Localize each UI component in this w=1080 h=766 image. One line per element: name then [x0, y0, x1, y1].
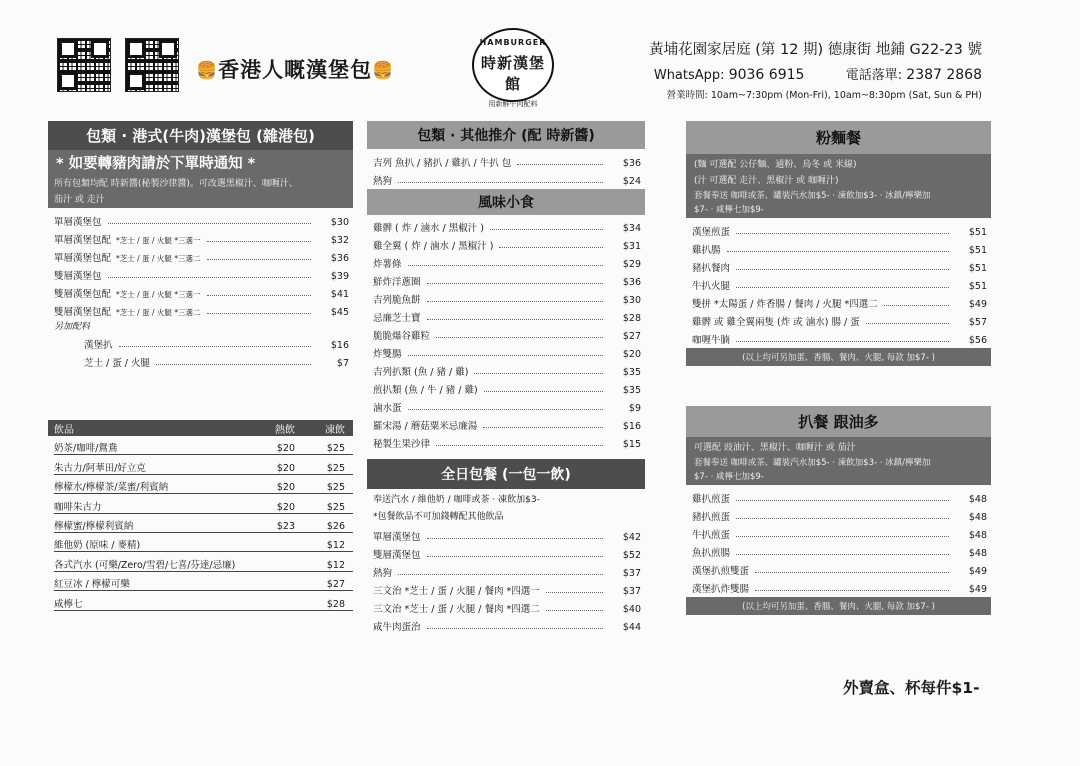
menu-item-name: 脆脆爆谷雞粒 — [373, 331, 431, 342]
drink-name: 檸檬蜜/檸檬利賓納 — [54, 520, 134, 532]
menu-item-name: 咸牛肉蛋治 — [373, 622, 421, 633]
drink-option: 套餐奉送 咖啡或茶、罐裝汽水加$5- · 凍飲加$3- · 冰鎮/檸樂加 — [694, 191, 931, 201]
menu-item-name: 雞全翼 ( 炸 / 滷水 / 黑椒汁 ) — [373, 241, 494, 252]
drink-name: 咖啡朱古力 — [54, 501, 102, 513]
drink-option: 套餐奉送 咖啡或茶、罐裝汽水加$5- · 凍飲加$3- · 冰鎮/檸樂加 — [694, 458, 931, 468]
sauce-option: (汁 可選配 走汁、黑椒汁 或 咖喱汁) — [694, 176, 839, 186]
menu-item — [373, 306, 641, 324]
drink-cold-price: $25 — [326, 482, 345, 494]
menu-item — [373, 396, 641, 414]
drink-cold-price: $27 — [326, 579, 345, 591]
menu-item-price: $15 — [622, 439, 641, 450]
menu-item-price: $16 — [330, 340, 349, 351]
drink-hot-price: $20 — [276, 501, 295, 513]
menu-item — [373, 360, 641, 378]
menu-item — [692, 487, 987, 505]
drink-option-2: $7- · 咸檸七加$9- — [694, 472, 764, 482]
dotted-leader — [207, 295, 312, 296]
dotted-leader — [207, 241, 312, 242]
dotted-leader — [866, 323, 949, 324]
menu-item-name: 炸雙腸 — [373, 349, 402, 360]
menu-item-options: *芝士 / 蛋 / 火腿 *三選一 — [116, 290, 201, 299]
dotted-leader — [427, 556, 603, 557]
drink-row — [54, 514, 353, 533]
menu-item — [54, 264, 349, 282]
drink-hot-price: $20 — [276, 462, 295, 474]
section-other-buns — [367, 121, 645, 187]
menu-item-name: 三文治 *芝士 / 蛋 / 火腿 / 餐肉 *四選二 — [373, 604, 540, 615]
add-on-note: (以上均可另加蛋、香腸、餐肉、火腿, 每款 加$7- ) — [686, 597, 991, 615]
dotted-leader — [408, 355, 603, 356]
menu-item — [84, 333, 349, 351]
page-title: 🍔香港人嘅漢堡包🍔 — [196, 58, 395, 82]
phone-number: 2387 2868 — [906, 67, 982, 83]
contact-line: WhatsApp: 9036 6915 電話落單: 2387 2868 — [653, 67, 982, 83]
menu-item-name: 豬扒煎蛋 — [692, 512, 731, 523]
menu-item-name: 雞髀 ( 炸 / 滷水 / 黑椒汁 ) — [373, 223, 484, 234]
dotted-leader — [736, 518, 949, 519]
menu-item — [373, 151, 641, 169]
menu-item-name: 漢堡煎蛋 — [692, 227, 731, 238]
drink-row — [54, 533, 353, 552]
menu-item-name: 炸薯條 — [373, 259, 402, 270]
drink-name: 咸檸七 — [54, 598, 83, 610]
menu-item-price: $7 — [336, 358, 349, 369]
section-heading: 包類 · 其他推介 (配 時新醬) — [367, 121, 645, 149]
opening-hours: 營業時間: 10am~7:30pm (Mon-Fri), 10am~8:30pm (Sat, Sun & PH) — [666, 90, 982, 101]
menu-item — [373, 432, 641, 450]
qr-code-left — [57, 38, 111, 92]
dotted-leader — [474, 373, 603, 374]
dotted-leader — [546, 610, 603, 611]
menu-item — [373, 543, 641, 561]
dotted-leader — [108, 223, 311, 224]
menu-item-price: $31 — [622, 241, 641, 252]
menu-item-price: $51 — [968, 281, 987, 292]
menu-item-price: $51 — [968, 227, 987, 238]
dotted-leader — [108, 277, 311, 278]
menu-item — [54, 282, 349, 300]
menu-item-price: $49 — [968, 299, 987, 310]
dotted-leader — [119, 346, 311, 347]
menu-item-price: $49 — [968, 584, 987, 595]
drink-row — [54, 455, 353, 474]
menu-item — [692, 541, 987, 559]
add-on-note: (以上均可另加蛋、香腸、餐肉、火腿, 每款 加$7- ) — [686, 348, 991, 366]
menu-item-price: $16 — [622, 421, 641, 432]
dotted-leader — [736, 554, 949, 555]
menu-item-price: $57 — [968, 317, 987, 328]
menu-item-price: $36 — [330, 253, 349, 264]
menu-item-name: 煎扒類 (魚 / 牛 / 豬 / 雞) — [373, 385, 478, 396]
menu-item-price: $30 — [622, 295, 641, 306]
menu-item-name: 吉列 魚扒 / 豬扒 / 雞扒 / 牛扒 包 — [373, 158, 512, 169]
menu-item-name: 鮮炸洋蔥圈 — [373, 277, 421, 288]
drink-hot-price: $20 — [276, 443, 295, 455]
section-all-day-set — [367, 459, 645, 633]
burger-icon: 🍔 — [372, 61, 395, 81]
dotted-leader — [398, 574, 603, 575]
menu-item-name: 魚扒煎腸 — [692, 548, 731, 559]
menu-item-price: $48 — [968, 494, 987, 505]
menu-item-price: $56 — [968, 335, 987, 346]
dotted-leader — [736, 233, 949, 234]
dotted-leader — [436, 445, 603, 446]
menu-item — [373, 615, 641, 633]
menu-item-name: 雙拼 *太陽蛋 / 炸香腸 / 餐肉 / 火腿 *四選二 — [692, 299, 878, 310]
menu-item-price: $51 — [968, 245, 987, 256]
menu-item-name: 雙層漢堡包配 — [54, 307, 112, 318]
menu-item — [373, 378, 641, 396]
menu-item-price: $34 — [622, 223, 641, 234]
menu-item — [373, 597, 641, 615]
menu-item-price: $52 — [622, 550, 641, 561]
dotted-leader — [736, 287, 949, 288]
menu-item — [692, 505, 987, 523]
drink-name: 奶茶/咖啡/鴛鴦 — [54, 443, 118, 455]
menu-item — [373, 561, 641, 579]
menu-item-name: 羅宋湯 / 蘑菇粟米忌廉湯 — [373, 421, 478, 432]
dotted-leader — [484, 391, 603, 392]
dotted-leader — [156, 364, 311, 365]
menu-item-price: $45 — [330, 307, 349, 318]
dotted-leader — [546, 592, 603, 593]
menu-item — [373, 525, 641, 543]
drink-row — [54, 494, 353, 513]
menu-item-price: $41 — [330, 289, 349, 300]
section-drinks — [48, 420, 353, 611]
menu-item — [373, 288, 641, 306]
menu-item-price: $39 — [330, 271, 349, 282]
dotted-leader — [207, 313, 312, 314]
menu-item — [692, 256, 987, 274]
menu-item-name: 牛扒火腿 — [692, 281, 731, 292]
sauce-note: 所有包類均配 時新醬(秘製沙律醬)。可改選黑椒汁、咖喱汁、 — [54, 179, 298, 189]
drink-cold-price: $25 — [326, 501, 345, 513]
menu-item — [692, 328, 987, 346]
menu-item-name: 雞扒腸 — [692, 245, 721, 256]
menu-item-price: $36 — [622, 277, 641, 288]
menu-item-price: $40 — [622, 604, 641, 615]
menu-item-price: $48 — [968, 530, 987, 541]
menu-item-name: 秘製生果沙律 — [373, 439, 431, 450]
menu-item-name: 熱狗 — [373, 176, 393, 187]
drink-hot-price: $20 — [276, 482, 295, 494]
drink-name: 檸檬水/檸檬茶/菜蜜/利賓納 — [54, 482, 169, 494]
drink-row — [54, 572, 353, 591]
drink-cold-price: $28 — [326, 598, 345, 610]
menu-item — [692, 238, 987, 256]
menu-item — [692, 577, 987, 595]
menu-item — [692, 523, 987, 541]
drinks-header — [48, 420, 353, 436]
drink-name: 各式汽水 (可樂/Zero/雪碧/七喜/芬達/忌廉) — [54, 559, 236, 571]
section-snacks — [367, 189, 645, 450]
set-drink-restriction: *包餐飲品不可加錢轉配其他飲品 — [373, 512, 504, 522]
menu-item-name: 吉列脆魚餅 — [373, 295, 421, 306]
burger-icon: 🍔 — [196, 61, 219, 81]
menu-item-name: 雙層漢堡包配 — [54, 289, 112, 300]
menu-item-name: 雞髀 或 雞全翼兩隻 (炸 或 滷水) 腸 / 蛋 — [692, 317, 860, 328]
section-heading: 風味小食 — [367, 189, 645, 215]
menu-item-name: 單層漢堡包 — [54, 217, 102, 228]
drinks-col-hot: 熱飲 — [275, 424, 295, 436]
menu-item-price: $48 — [968, 548, 987, 559]
pork-notice: * 如要轉豬肉請於下單時通知 * — [56, 156, 256, 172]
menu-item — [373, 324, 641, 342]
section-noodle-set — [686, 121, 991, 366]
menu-item — [692, 274, 987, 292]
drinks-col-name: 飲品 — [54, 424, 74, 436]
dotted-leader — [427, 628, 603, 629]
menu-item-name: 雙層漢堡包 — [373, 550, 421, 561]
dotted-leader — [736, 341, 949, 342]
dotted-leader — [755, 572, 949, 573]
drink-row — [54, 475, 353, 494]
menu-item — [54, 300, 349, 318]
menu-item — [54, 246, 349, 264]
address: 黃埔花園家居庭 (第 12 期) 德康街 地鋪 G22-23 號 — [649, 42, 982, 58]
menu-item-name: 三文治 *芝士 / 蛋 / 火腿 / 餐肉 *四選一 — [373, 586, 540, 597]
menu-item-price: $24 — [622, 176, 641, 187]
dotted-leader — [427, 301, 603, 302]
dotted-leader — [483, 427, 603, 428]
menu-item — [373, 169, 641, 187]
menu-item-price: $29 — [622, 259, 641, 270]
drink-cold-price: $25 — [326, 462, 345, 474]
section-heading: 包類 · 港式(牛肉)漢堡包 (雜港包) — [48, 121, 353, 150]
dotted-leader — [517, 164, 603, 165]
takeaway-note: 外賣盒、杯每件$1- — [843, 679, 980, 697]
drink-option-2: $7- · 咸檸七加$9- — [694, 205, 764, 215]
sauce-note-2: 茄汁 或 走汁 — [54, 195, 105, 205]
menu-item-price: $30 — [330, 217, 349, 228]
menu-item-price: $20 — [622, 349, 641, 360]
drink-name: 維他奶 (原味 / 麥精) — [54, 540, 141, 552]
menu-item — [692, 220, 987, 238]
menu-item-price: $27 — [622, 331, 641, 342]
section-heading: 全日包餐 (一包一飲) — [367, 459, 645, 489]
section-heading: 粉麵餐 — [686, 121, 991, 154]
menu-item — [692, 559, 987, 577]
menu-item-options: *芝士 / 蛋 / 火腿 *三選二 — [116, 254, 201, 263]
drink-row — [54, 552, 353, 571]
menu-item — [373, 270, 641, 288]
menu-item-name: 吉列扒類 (魚 / 豬 / 雞) — [373, 367, 469, 378]
menu-item — [692, 292, 987, 310]
drink-cold-price: $25 — [326, 443, 345, 455]
menu-item-name: 單層漢堡包配 — [54, 253, 112, 264]
dotted-leader — [408, 409, 603, 410]
drink-row — [54, 591, 353, 610]
dotted-leader — [398, 182, 603, 183]
menu-item-name: 熱狗 — [373, 568, 393, 579]
dotted-leader — [736, 536, 949, 537]
menu-item-name: 牛扒煎蛋 — [692, 530, 731, 541]
menu-item-name: 芝士 / 蛋 / 火腿 — [84, 358, 150, 369]
menu-item-name: 漢堡扒炸雙腸 — [692, 584, 750, 595]
extras-label: 另加配料 — [54, 322, 91, 332]
menu-item-name: 漢堡扒煎雙蛋 — [692, 566, 750, 577]
menu-item-name: 滷水蛋 — [373, 403, 402, 414]
menu-item-name: 漢堡扒 — [84, 340, 113, 351]
menu-item-price: $9 — [628, 403, 641, 414]
dotted-leader — [408, 265, 603, 266]
menu-item-price: $32 — [330, 235, 349, 246]
dotted-leader — [436, 337, 603, 338]
section-hk-burgers — [48, 121, 353, 369]
menu-item-name: 單層漢堡包 — [373, 532, 421, 543]
menu-item-name: 豬扒餐肉 — [692, 263, 731, 274]
menu-item — [54, 210, 349, 228]
dotted-leader — [736, 269, 949, 270]
drink-cold-price: $12 — [326, 559, 345, 571]
drink-name: 朱古力/阿華田/好立克 — [54, 462, 146, 474]
menu-item-price: $36 — [622, 158, 641, 169]
section-heading: 扒餐 跟油多 — [686, 406, 991, 437]
menu-item — [692, 310, 987, 328]
menu-item-name: 雞扒煎蛋 — [692, 494, 731, 505]
section-grill-set — [686, 406, 991, 615]
dotted-leader — [207, 259, 312, 260]
menu-item-options: *芝士 / 蛋 / 火腿 *三選一 — [116, 236, 201, 245]
menu-item-price: $42 — [622, 532, 641, 543]
menu-item-price: $37 — [622, 568, 641, 579]
menu-item-name: 咖喱牛腩 — [692, 335, 731, 346]
menu-item-price: $35 — [622, 367, 641, 378]
dotted-leader — [490, 229, 603, 230]
drink-hot-price: $23 — [276, 520, 295, 532]
menu-item-name: 單層漢堡包配 — [54, 235, 112, 246]
whatsapp-number: 9036 6915 — [728, 67, 805, 83]
menu-item-price: $48 — [968, 512, 987, 523]
menu-item — [84, 351, 349, 369]
dotted-leader — [499, 247, 603, 248]
menu-item-name: 忌廉芝士寶 — [373, 313, 421, 324]
qr-code-right — [125, 38, 179, 92]
dotted-leader — [427, 319, 603, 320]
menu-item-price: $35 — [622, 385, 641, 396]
menu-item-price: $28 — [622, 313, 641, 324]
menu-item — [373, 252, 641, 270]
menu-item — [373, 216, 641, 234]
menu-item-options: *芝士 / 蛋 / 火腿 *三選二 — [116, 308, 201, 317]
menu-item — [373, 234, 641, 252]
menu-item — [373, 342, 641, 360]
dotted-leader — [736, 500, 949, 501]
shop-logo: HAMBURGER 時新漢堡館 用新鮮牛肉配料 — [472, 28, 554, 102]
menu-item-price: $44 — [622, 622, 641, 633]
drink-cold-price: $26 — [326, 520, 345, 532]
set-drink-note: 奉送汽水 / 維他奶 / 咖啡或茶 · 凍飲加$3- — [373, 495, 540, 505]
drinks-col-cold: 凍飲 — [325, 424, 345, 436]
menu-item — [373, 579, 641, 597]
noodle-option: (麵 可選配 公仔麵、通粉、烏冬 或 米線) — [694, 160, 857, 170]
menu-item-price: $37 — [622, 586, 641, 597]
menu-item-price: $49 — [968, 566, 987, 577]
drink-name: 紅豆冰 / 檸檬可樂 — [54, 579, 130, 591]
dotted-leader — [884, 305, 949, 306]
dotted-leader — [755, 590, 949, 591]
drink-cold-price: $12 — [326, 540, 345, 552]
menu-item — [373, 414, 641, 432]
menu-item-name: 雙層漢堡包 — [54, 271, 102, 282]
drink-row — [54, 436, 353, 455]
dotted-leader — [427, 283, 603, 284]
menu-item — [54, 228, 349, 246]
dotted-leader — [727, 251, 949, 252]
menu-item-price: $51 — [968, 263, 987, 274]
sauce-option: 可選配 豉油汁、黑椒汁、咖喱汁 或 茄汁 — [694, 443, 856, 453]
dotted-leader — [427, 538, 603, 539]
